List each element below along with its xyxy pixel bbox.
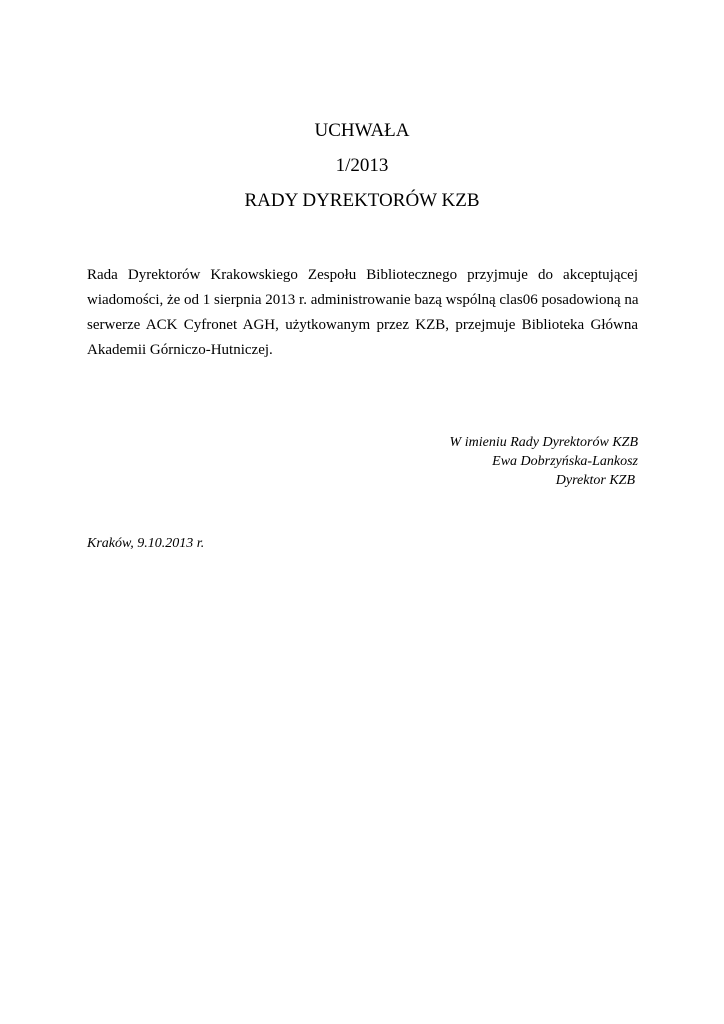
- place-and-date: Kraków, 9.10.2013 r.: [87, 536, 205, 551]
- text-line: Akademii Górniczo-Hutniczej.: [87, 342, 273, 358]
- signature-on-behalf: W imieniu Rady Dyrektorów KZB: [449, 435, 638, 450]
- text-line: serwerze ACK Cyfronet AGH, użytkowanym przez KZB, przejmuje Biblioteka Główna: [87, 317, 638, 333]
- signatory-role: Dyrektor KZB: [555, 473, 635, 488]
- text-line: wiadomości, że od 1 sierpnia 2013 r. administrowanie bazą wspólną clas06 posadowioną na: [87, 292, 639, 308]
- resolution-text: [87, 263, 638, 363]
- signature-block: [450, 433, 638, 490]
- signatory-name: Ewa Dobrzyńska-Lankosz: [492, 454, 638, 469]
- issuing-body: RADY DYREKTORÓW KZB: [244, 190, 480, 211]
- resolution-number: 1/2013: [335, 155, 389, 176]
- document-title: UCHWAŁA: [314, 120, 410, 141]
- text-line: Rada Dyrektorów Krakowskiego Zespołu Bibliotecznego przyjmuje do akceptującej: [87, 267, 638, 283]
